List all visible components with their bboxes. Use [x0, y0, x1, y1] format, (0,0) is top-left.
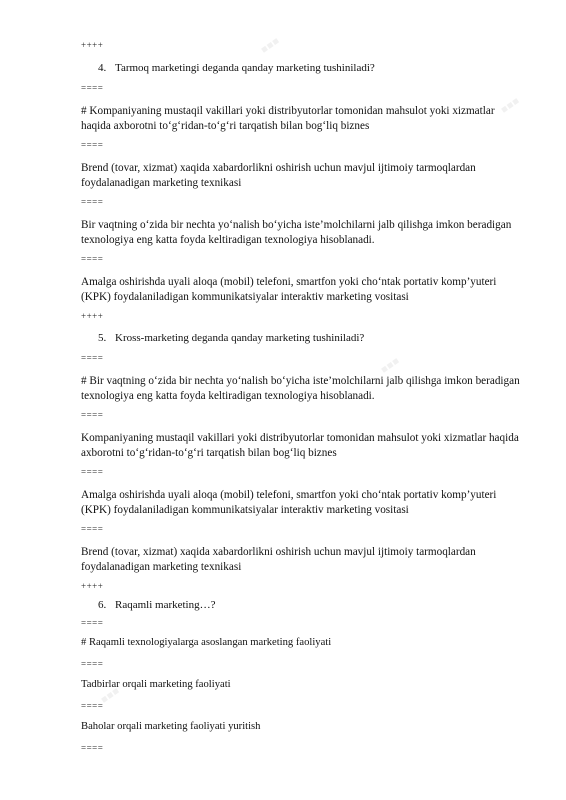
eq-separator: ====: [81, 140, 104, 150]
question-text: Kross-marketing deganda qanday marketing tushiniladi?: [115, 332, 365, 344]
answer-option: Kompaniyaning mustaqil vakillari yoki distribyutorlar tomonidan mahsulot yoki xizmatlar haqida axborotni to‘g‘ridan-to‘g‘ri tarqatish bilan bog‘liq biznes: [81, 432, 519, 459]
eq-separator: ====: [81, 701, 104, 711]
eq-separator: ====: [81, 524, 104, 534]
question-5: [98, 331, 538, 345]
plus-separator: ++++: [81, 311, 104, 321]
question-text: Raqamli marketing…?: [115, 599, 216, 611]
watermark-mark: ▪▪▪: [378, 355, 402, 376]
eq-separator: ====: [81, 254, 104, 264]
answer-option: Brend (tovar, xizmat) xaqida xabardorlikni oshirish uchun mavjul ijtimoiy tarmoqlardan foydalanadigan marketing texnikasi: [81, 546, 476, 573]
watermark-mark: ▪▪▪: [258, 35, 282, 56]
answer-option: # Bir vaqtning o‘zida bir nechta yo‘nalish bo‘yicha iste’molchilarni jalb qilishga imkon beradigan texnologiya eng katta foyda keltiradigan texnologiya hisoblanadi.: [81, 375, 520, 402]
eq-separator: ====: [81, 410, 104, 420]
plus-separator: ++++: [81, 581, 104, 591]
eq-separator: ====: [81, 618, 104, 628]
question-text: Tarmoq marketingi deganda qanday marketing tushiniladi?: [115, 62, 375, 74]
answer-option: Tadbirlar orqali marketing faoliyati: [81, 679, 231, 690]
answer-option: Amalga oshirishda uyali aloqa (mobil) telefoni, smartfon yoki cho‘ntak portativ komp’yuteri (KPK) foydalaniladigan kommunikatsiyalar interaktiv marketing vositasi: [81, 489, 497, 516]
answer-option: Baholar orqali marketing faoliyati yuritish: [81, 721, 261, 732]
question-number: 5.: [98, 332, 107, 344]
eq-separator: ====: [81, 83, 104, 93]
question-number: 4.: [98, 62, 107, 74]
eq-separator: ====: [81, 197, 104, 207]
eq-separator: ====: [81, 353, 104, 363]
answer-option: # Kompaniyaning mustaqil vakillari yoki distribyutorlar tomonidan mahsulot yoki xizmatlar haqida axborotni to‘g‘ridan-to‘g‘ri tarqatish bilan bog‘liq biznes: [81, 105, 495, 132]
question-4: [98, 61, 538, 75]
question-6: [98, 598, 538, 612]
plus-separator: ++++: [81, 40, 104, 50]
question-number: 6.: [98, 599, 107, 611]
answer-option: Brend (tovar, xizmat) xaqida xabardorlikni oshirish uchun mavjul ijtimoiy tarmoqlardan foydalanadigan marketing texnikasi: [81, 162, 476, 189]
eq-separator: ====: [81, 659, 104, 669]
watermark-mark: ▪▪▪: [498, 95, 522, 116]
answer-option: Bir vaqtning o‘zida bir nechta yo‘nalish bo‘yicha iste’molchilarni jalb qilishga imkon beradigan texnologiya eng katta foyda keltiradigan texnologiya hisoblanadi.: [81, 219, 512, 246]
eq-separator: ====: [81, 743, 104, 753]
eq-separator: ====: [81, 467, 104, 477]
watermark-mark: ▪▪▪: [98, 685, 122, 706]
answer-option: Amalga oshirishda uyali aloqa (mobil) telefoni, smartfon yoki cho‘ntak portativ komp’yuteri (KPK) foydalaniladigan kommunikatsiyalar interaktiv marketing vositasi: [81, 276, 497, 303]
answer-option: # Raqamli texnologiyalarga asoslangan marketing faoliyati: [81, 637, 332, 648]
